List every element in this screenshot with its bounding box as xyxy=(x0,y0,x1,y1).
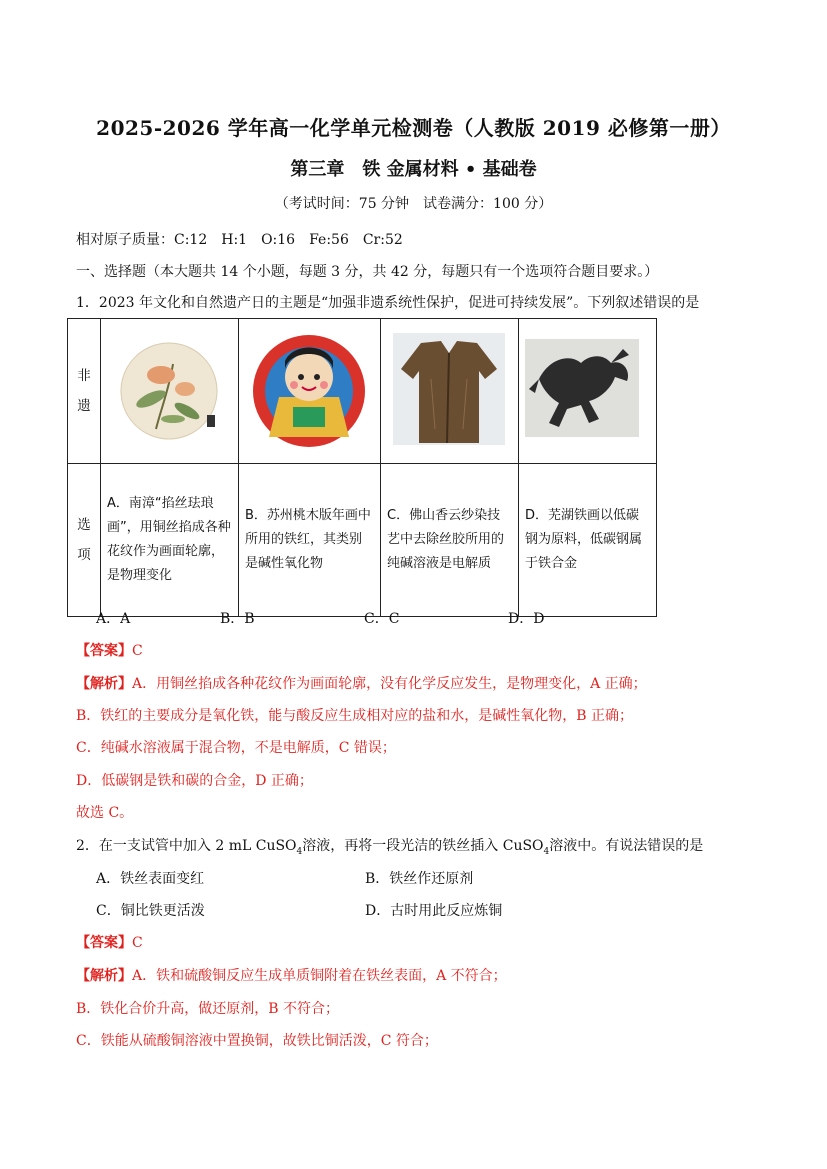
q1-analysis-a: 【解析】A．用铜丝掐成各种花纹作为画面轮廓，没有化学反应发生，是物理变化，A 正确； xyxy=(76,676,647,692)
q1-option-c[interactable]: C．C xyxy=(364,611,400,627)
exam-info: （考试时间：75 分钟 试卷满分：100 分） xyxy=(274,196,553,212)
q1-stem: 1．2023 年文化和自然遗产日的主题是“加强非遗系统性保护，促进可持续发展”。下列叙述错误的是 xyxy=(76,295,700,311)
iron-painting-image xyxy=(519,319,646,459)
row-label-heritage: 非遗 xyxy=(68,319,101,464)
atomic-mass-line: 相对原子质量：C:12 H:1 O:16 Fe:56 Cr:52 xyxy=(76,232,403,248)
cloisonne-painting-image xyxy=(101,319,238,459)
q2-analysis-c: C．铁能从硫酸铜溶液中置换铜，故铁比铜活泼，C 符合； xyxy=(76,1033,438,1049)
q2-option-d[interactable]: D．古时用此反应炼铜 xyxy=(365,903,503,919)
q1-analysis-c: C．纯碱水溶液属于混合物，不是电解质，C 错误； xyxy=(76,740,396,756)
q1-analysis-d: D．低碳钢是铁和碳的合金，D 正确； xyxy=(76,773,313,789)
q2-answer: 【答案】C xyxy=(76,935,143,951)
q1-cell-d: D．芜湖铁画以低碳钢为原料，低碳钢属于铁合金 xyxy=(519,464,657,617)
q2-option-b[interactable]: B．铁丝作还原剂 xyxy=(365,871,474,887)
q1-cell-a: A．南漳“掐丝珐琅画”，用铜丝掐成各种花纹作为画面轮廓，是物理变化 xyxy=(101,464,239,617)
row-label-option: 选项 xyxy=(68,464,101,617)
silk-garment-image xyxy=(381,319,518,459)
q1-table xyxy=(67,318,657,617)
q1-option-b[interactable]: B．B xyxy=(220,611,255,627)
heritage-image-a xyxy=(101,319,239,464)
q1-cell-b: B．苏州桃木版年画中所用的铁红，其类别是碱性氧化物 xyxy=(239,464,381,617)
section-heading: 一、选择题（本大题共 14 个小题，每题 3 分，共 42 分，每题只有一个选项符合题目要求。） xyxy=(76,264,659,280)
heritage-image-c xyxy=(381,319,519,464)
chapter-subtitle: 第三章 铁 金属材料 • 基础卷 xyxy=(290,159,537,180)
q1-answer: 【答案】C xyxy=(76,643,143,659)
q2-analysis-b: B．铁化合价升高，做还原剂，B 不符合； xyxy=(76,1001,340,1017)
q1-conclusion: 故选 C。 xyxy=(76,805,134,821)
q2-option-a[interactable]: A．铁丝表面变红 xyxy=(96,871,205,887)
heritage-image-d xyxy=(519,319,657,464)
q2-option-c[interactable]: C．铜比铁更活泼 xyxy=(96,903,205,919)
exam-title: 2025-2026 学年高一化学单元检测卷（人教版 2019 必修第一册） xyxy=(96,116,731,140)
q2-stem: 2．在一支试管中加入 2 mL CuSO$_4$溶液，再将一段光洁的铁丝插入 CuSO$_4$溶液中。有说法错误的是 xyxy=(76,838,704,857)
heritage-image-b xyxy=(239,319,381,464)
q1-option-d[interactable]: D．D xyxy=(508,611,545,627)
q1-option-a[interactable]: A．A xyxy=(96,611,131,627)
q1-analysis-b: B．铁红的主要成分是氧化铁，能与酸反应生成相对应的盐和水，是碱性氧化物，B 正确； xyxy=(76,708,634,724)
q1-cell-c: C．佛山香云纱染技艺中去除丝胶所用的纯碱溶液是电解质 xyxy=(381,464,519,617)
q2-analysis-a: 【解析】A．铁和硫酸铜反应生成单质铜附着在铁丝表面，A 不符合； xyxy=(76,968,507,984)
new-year-print-image xyxy=(239,319,380,459)
